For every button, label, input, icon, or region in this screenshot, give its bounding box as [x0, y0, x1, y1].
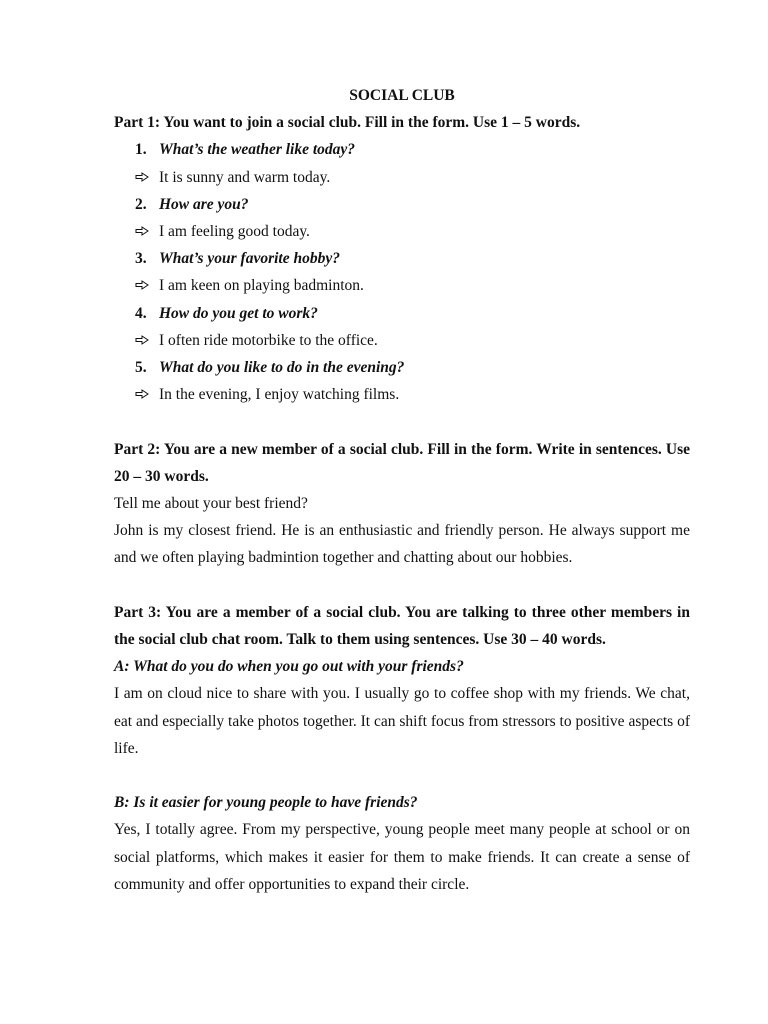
- spacer: [114, 572, 690, 599]
- answer-text: It is sunny and warm today.: [159, 168, 331, 186]
- answer-text: I often ride motorbike to the office.: [159, 331, 378, 349]
- arrow-icon: [135, 389, 159, 399]
- question-text: What’s the weather like today?: [159, 141, 356, 159]
- part1-question-5: [114, 354, 690, 381]
- part1-question-2: [114, 191, 690, 218]
- part3-question-a: A: What do you do when you go out with your friends?: [114, 658, 464, 676]
- part3-question-b: B: Is it easier for young people to have friends?: [114, 794, 418, 812]
- part3-heading: Part 3: You are a member of a social club. You are talking to three other members in the social club chat room. Talk to them using sentences. Use 30 – 40 words.: [114, 603, 690, 649]
- question-text: What do you like to do in the evening?: [159, 359, 405, 377]
- spacer: [114, 408, 690, 435]
- part3-answer-a: I am on cloud nice to share with you. I usually go to coffee shop with my friends. We chat, eat and especially take photos together. It can shift focus from stressors to positive aspects of life.: [114, 685, 690, 757]
- part1-answer-5: [114, 381, 690, 408]
- answer-text: In the evening, I enjoy watching films.: [159, 386, 400, 404]
- question-number: 3.: [135, 250, 147, 268]
- answer-text: I am keen on playing badminton.: [159, 277, 364, 295]
- part1-question-4: [114, 300, 690, 327]
- question-number: 4.: [135, 304, 147, 322]
- question-number: 2.: [135, 195, 147, 213]
- part1-answer-4: [114, 327, 690, 354]
- question-text: How are you?: [159, 195, 249, 213]
- document-title: SOCIAL CLUB: [349, 87, 455, 104]
- question-number: 1.: [135, 141, 147, 159]
- part1-question-3: [114, 245, 690, 272]
- arrow-icon: [135, 280, 159, 290]
- part1-answer-2: [114, 218, 690, 245]
- part3-answer-b: Yes, I totally agree. From my perspective, young people meet many people at school or on social platforms, which makes it easier for them to make friends. It can create a sense of community and offer opportunities to expand their circle.: [114, 821, 690, 893]
- part1-heading: Part 1: You want to join a social club. Fill in the form. Use 1 – 5 words.: [114, 114, 581, 132]
- part2-prompt: Tell me about your best friend?: [114, 495, 308, 513]
- part2-answer: John is my closest friend. He is an enthusiastic and friendly person. He always support me and we often playing badmintion together and chatting about our hobbies.: [114, 522, 690, 567]
- arrow-icon: [135, 226, 159, 236]
- document-page: [114, 82, 690, 898]
- question-text: What’s your favorite hobby?: [159, 250, 340, 268]
- question-number: 5.: [135, 359, 147, 377]
- question-text: How do you get to work?: [159, 304, 318, 322]
- spacer: [114, 762, 690, 789]
- arrow-icon: [135, 335, 159, 345]
- part1-question-1: [114, 136, 690, 163]
- part1-answer-1: [114, 164, 690, 191]
- answer-text: I am feeling good today.: [159, 223, 310, 241]
- arrow-icon: [135, 172, 159, 182]
- part1-answer-3: [114, 272, 690, 299]
- part2-heading: Part 2: You are a new member of a social club. Fill in the form. Write in sentences. Use 20 – 30 words.: [114, 440, 690, 485]
